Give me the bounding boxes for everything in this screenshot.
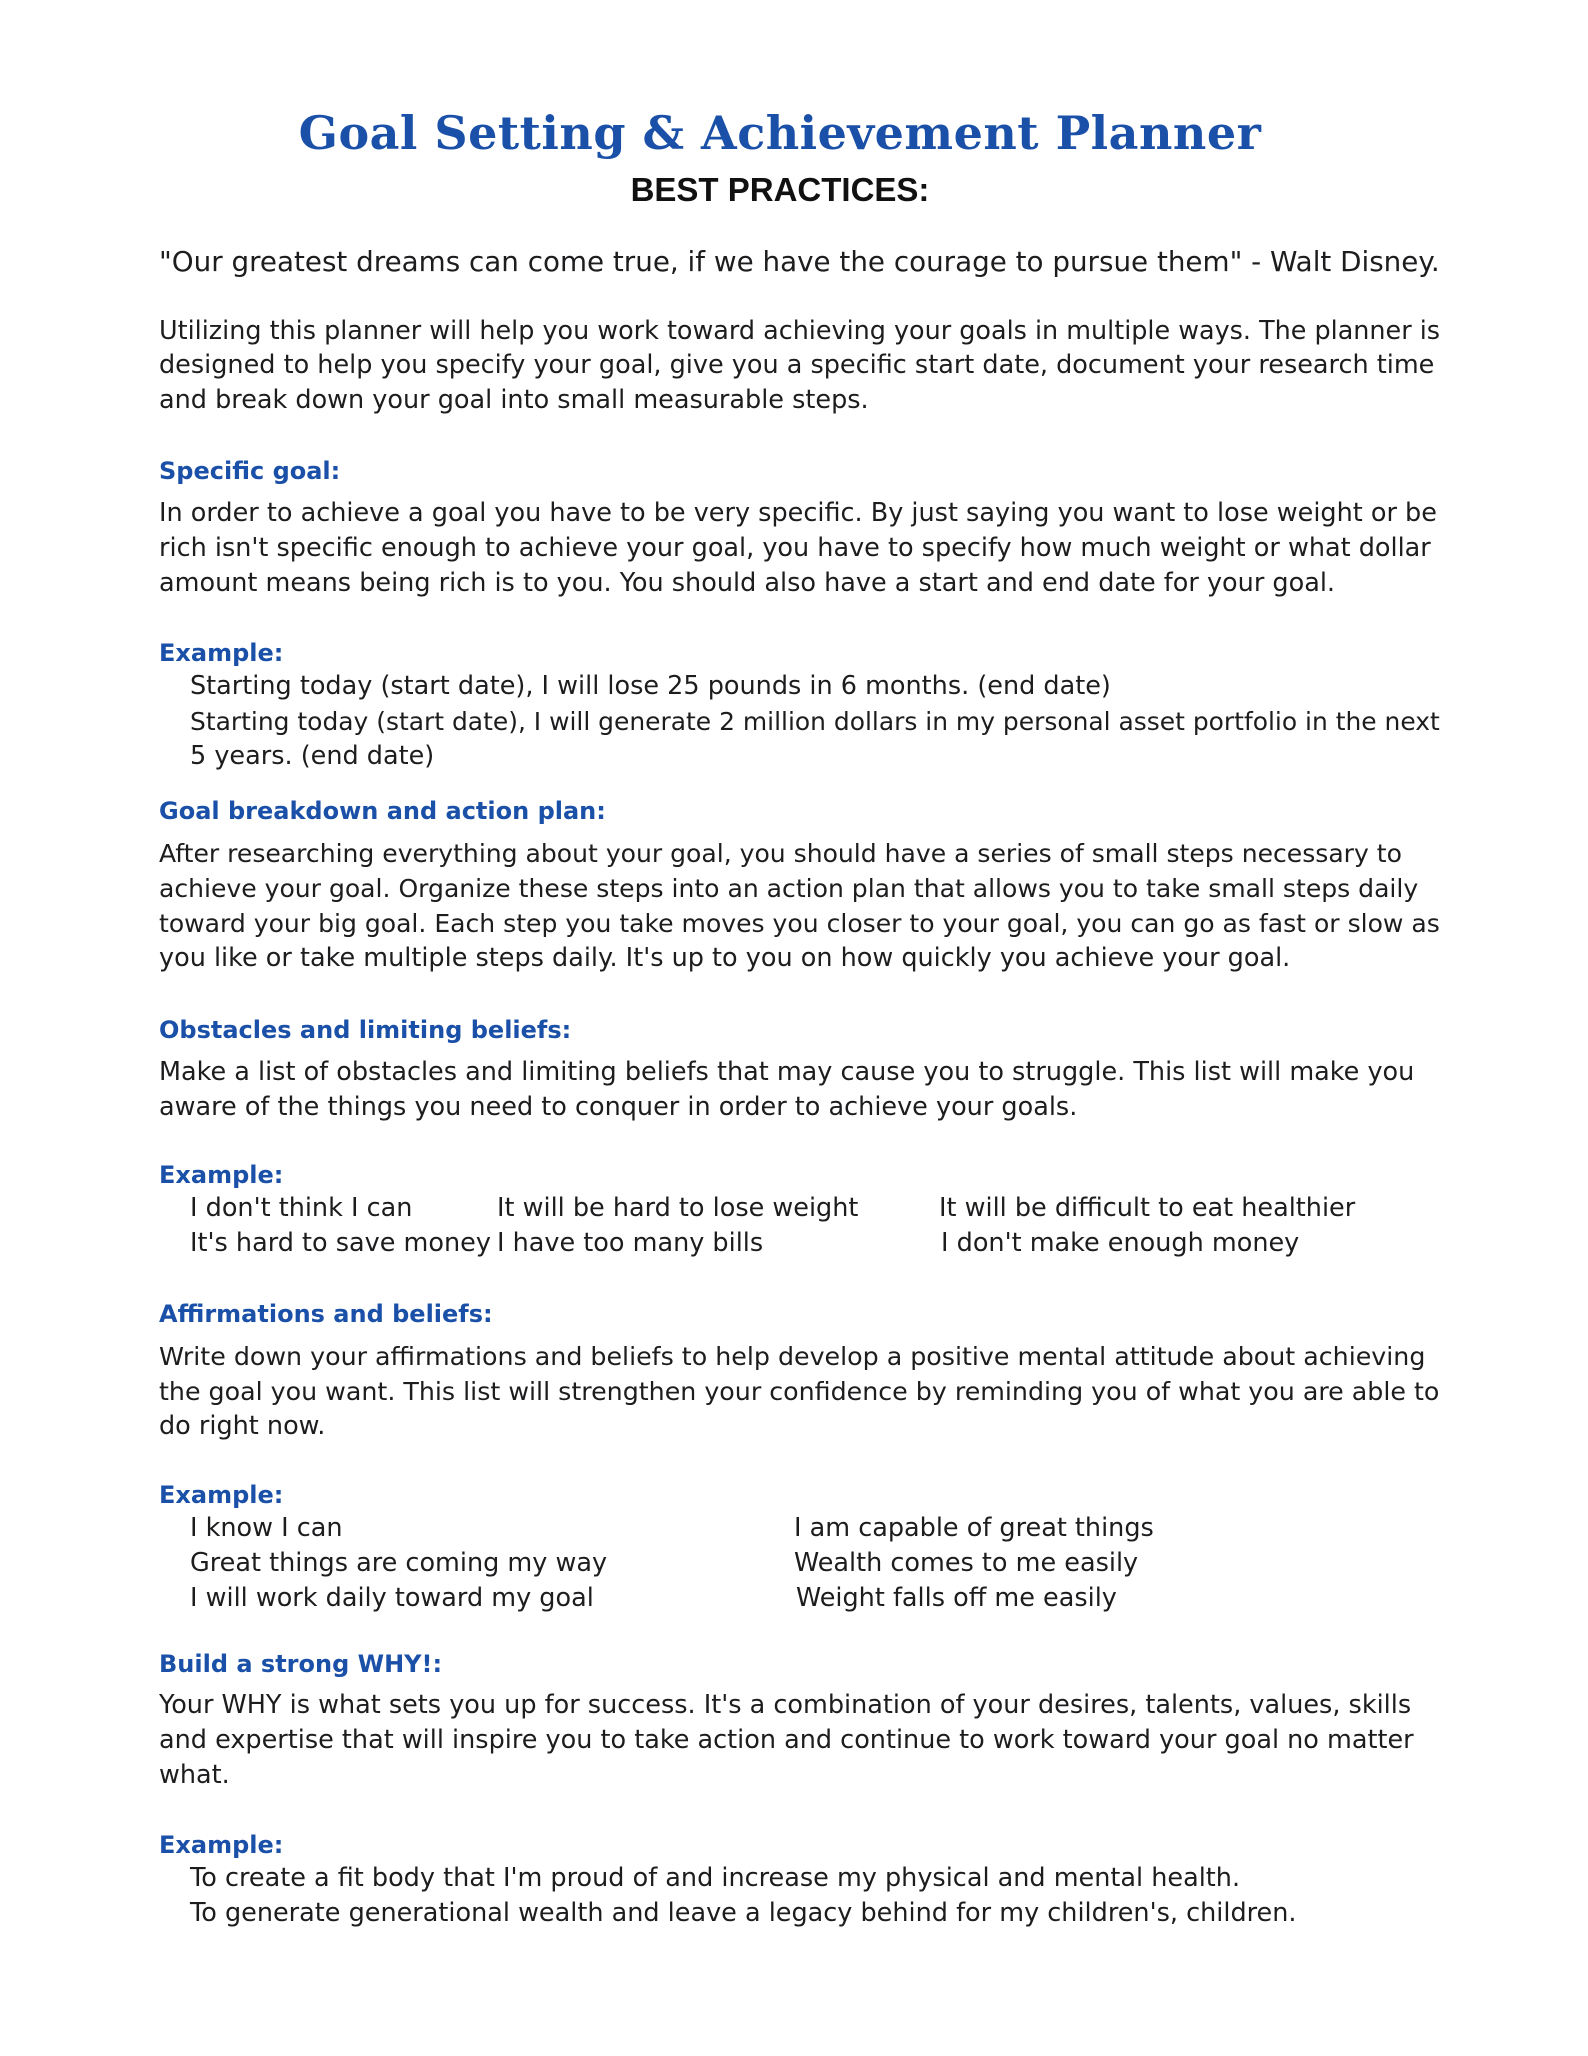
affirmations-example: Great things are coming my way: [190, 1548, 608, 1578]
breakdown-line: toward your big goal. Each step you take moves you closer to your goal, you can go as fast or slow as: [159, 909, 1440, 938]
specific-goal-example: Starting today (start date), I will lose 25 pounds in 6 months. (end date): [190, 671, 1111, 701]
specific-goal-example: Starting today (start date), I will generate 2 million dollars in my personal asset portfolio in the next: [190, 707, 1440, 736]
obstacles-example: It will be difficult to eat healthier: [939, 1193, 1356, 1223]
breakdown-line: achieve your goal. Organize these steps into an action plan that allows you to take small steps daily: [159, 874, 1419, 903]
affirmations-example: I will work daily toward my goal: [190, 1583, 594, 1613]
intro-line: designed to help you specify your goal, give you a specific start date, document your research time: [159, 350, 1435, 380]
intro-line: and break down your goal into small measurable steps.: [159, 385, 869, 415]
specific-goal-example: 5 years. (end date): [190, 741, 435, 771]
obstacles-line: Make a list of obstacles and limiting beliefs that may cause you to struggle. This list will make you: [159, 1057, 1415, 1087]
why-example: To generate generational wealth and leave a legacy behind for my children's, children.: [190, 1898, 1297, 1928]
specific-goal-line: In order to achieve a goal you have to be very specific. By just saying you want to lose weight or be: [159, 498, 1437, 528]
intro-paragraph: [159, 313, 1440, 418]
affirmations-line: Write down your affirmations and beliefs to help develop a positive mental attitude about achieving: [159, 1342, 1426, 1371]
why-line: and expertise that will inspire you to take action and continue to work toward your goal no matter: [159, 1725, 1414, 1755]
affirmations-example-heading: Example:: [159, 1481, 284, 1509]
obstacles-example: I don't make enough money: [941, 1228, 1300, 1258]
specific-goal-line: rich isn't specific enough to achieve your goal, you have to specify how much weight or what dollar: [159, 533, 1431, 563]
why-paragraph: [159, 1688, 1414, 1793]
specific-goal-heading: Specific goal:: [159, 457, 341, 485]
page-title: Goal Setting & Achievement Planner: [298, 106, 1262, 160]
obstacles-example: I have too many bills: [497, 1228, 764, 1258]
intro-line: Utilizing this planner will help you work toward achieving your goals in multiple ways. The planner is: [159, 315, 1441, 345]
quote: "Our greatest dreams can come true, if we have the courage to pursue them" - Walt Disney.: [159, 245, 1440, 278]
specific-goal-line: amount means being rich is to you. You should also have a start and end date for your goal.: [159, 568, 1336, 598]
obstacles-example: It will be hard to lose weight: [497, 1193, 859, 1223]
breakdown-paragraph: [159, 836, 1440, 976]
breakdown-heading: Goal breakdown and action plan:: [159, 797, 606, 825]
obstacles-line: aware of the things you need to conquer in order to achieve your goals.: [159, 1092, 1078, 1122]
why-line: Your WHY is what sets you up for success. It's a combination of your desires, talents, values, skills: [159, 1690, 1412, 1720]
page-subtitle: BEST PRACTICES:: [630, 171, 930, 208]
affirmations-line: do right now.: [159, 1411, 326, 1441]
breakdown-line: After researching everything about your goal, you should have a series of small steps necessary to: [159, 839, 1402, 868]
obstacles-example: It's hard to save money: [190, 1228, 491, 1258]
obstacles-example: I don't think I can: [190, 1193, 413, 1223]
affirmations-paragraph: [159, 1339, 1439, 1444]
affirmations-line: the goal you want. This list will strengthen your confidence by reminding you of what you are able to: [159, 1377, 1440, 1406]
why-heading: Build a strong WHY!:: [159, 1650, 443, 1678]
obstacles-heading: Obstacles and limiting beliefs:: [159, 1016, 572, 1044]
affirmations-example: Wealth comes to me easily: [794, 1548, 1139, 1578]
obstacles-example-heading: Example:: [159, 1161, 284, 1189]
why-example-heading: Example:: [159, 1831, 284, 1859]
breakdown-line: you like or take multiple steps daily. It's up to you on how quickly you achieve your goal.: [159, 943, 1291, 973]
affirmations-heading: Affirmations and beliefs:: [159, 1300, 493, 1328]
why-example: To create a fit body that I'm proud of and increase my physical and mental health.: [190, 1863, 1241, 1893]
specific-goal-example-heading: Example:: [159, 639, 284, 667]
obstacles-paragraph: [159, 1055, 1414, 1125]
why-line: what.: [159, 1760, 230, 1790]
affirmations-example: I am capable of great things: [794, 1513, 1154, 1543]
affirmations-example: I know I can: [190, 1513, 343, 1543]
specific-goal-paragraph: [159, 496, 1437, 601]
affirmations-example: Weight falls off me easily: [796, 1583, 1117, 1613]
